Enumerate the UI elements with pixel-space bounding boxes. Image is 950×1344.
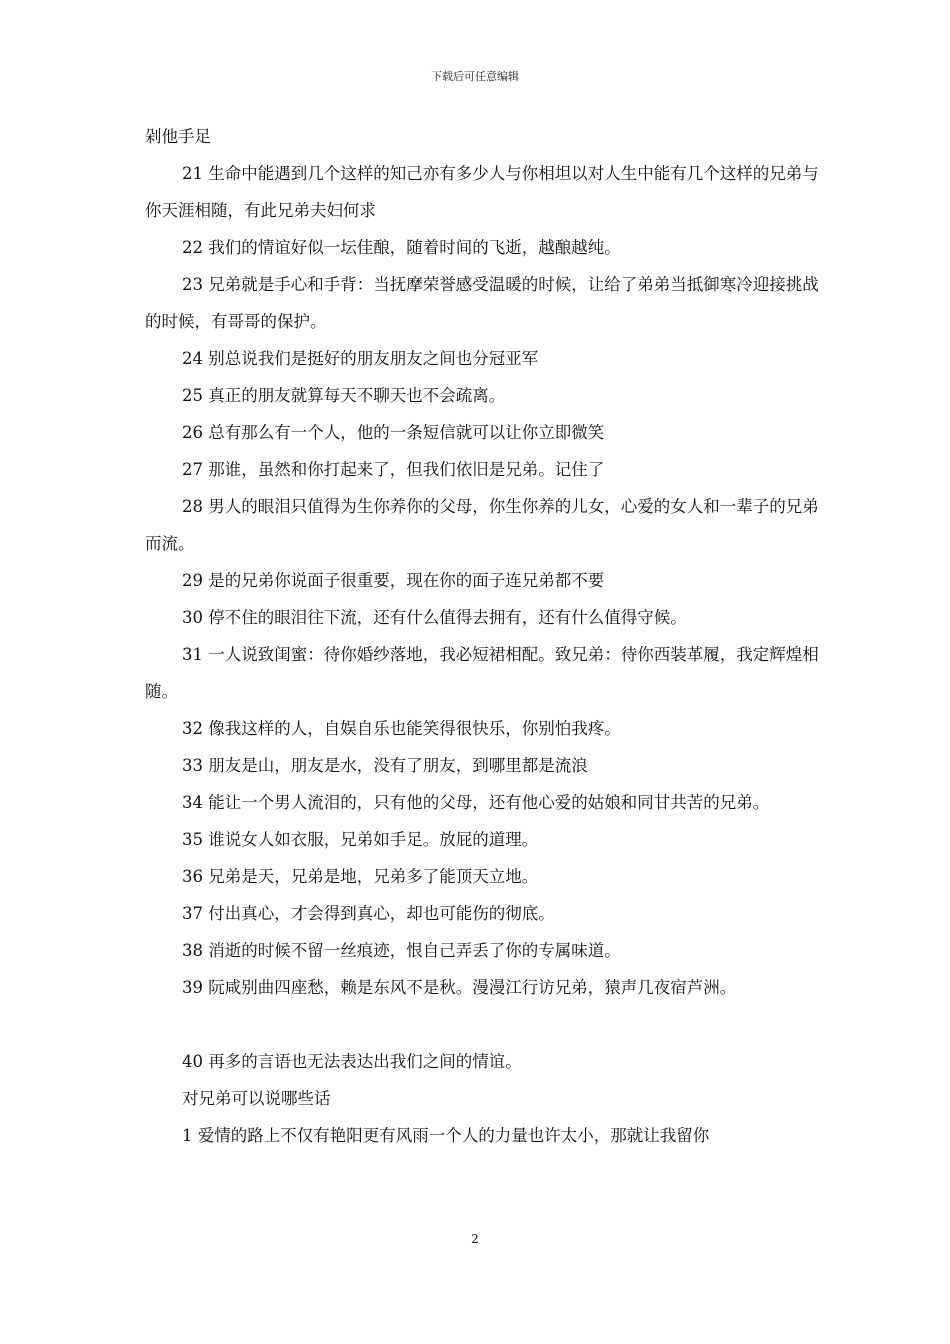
paragraph: 34 能让一个男人流泪的，只有他的父母，还有他心爱的姑娘和同甘共苦的兄弟。	[182, 793, 770, 812]
paragraph: 24 别总说我们是挺好的朋友朋友之间也分冠亚军	[182, 349, 539, 368]
paragraph: 32 像我这样的人，自娱自乐也能笑得很快乐，你别怕我疼。	[182, 719, 621, 738]
blank-line	[145, 1006, 825, 1043]
paragraph: 40 再多的言语也无法表达出我们之间的情谊。	[182, 1052, 522, 1071]
paragraph: 22 我们的情谊好似一坛佳酿，随着时间的飞逝，越酿越纯。	[182, 238, 621, 257]
paragraph: 36 兄弟是天，兄弟是地，兄弟多了能顶天立地。	[182, 867, 539, 886]
paragraph: 25 真正的朋友就算每天不聊天也不会疏离。	[182, 386, 506, 405]
paragraph: 38 消逝的时候不留一丝痕迹，恨自己弄丢了你的专属味道。	[182, 941, 621, 960]
paragraph: 21 生命中能遇到几个这样的知己亦有多少人与你相坦以对人生中能有几个这样的兄弟与你天涯相随，有此兄弟夫妇何求	[145, 164, 819, 220]
paragraph: 剁他手足	[145, 127, 211, 146]
document-body	[145, 118, 825, 1154]
page-header: 下载后可任意编辑	[431, 70, 519, 83]
paragraph: 35 谁说女人如衣服，兄弟如手足。放屁的道理。	[182, 830, 539, 849]
paragraph: 37 付出真心，才会得到真心，却也可能伤的彻底。	[182, 904, 555, 923]
paragraph: 1 爱情的路上不仅有艳阳更有风雨一个人的力量也许太小，那就让我留你	[182, 1126, 710, 1145]
page-number: 2	[471, 1232, 479, 1246]
paragraph: 31 一人说致闺蜜：待你婚纱落地，我必短裙相配。致兄弟：待你西装革履，我定辉煌相随。	[145, 645, 819, 701]
paragraph: 33 朋友是山，朋友是水，没有了朋友，到哪里都是流浪	[182, 756, 588, 775]
paragraph: 对兄弟可以说哪些话	[182, 1089, 331, 1108]
paragraph: 29 是的兄弟你说面子很重要，现在你的面子连兄弟都不要	[182, 571, 605, 590]
paragraph: 26 总有那么有一个人，他的一条短信就可以让你立即微笑	[182, 423, 605, 442]
paragraph: 39 阮咸别曲四座愁，赖是东风不是秋。漫漫江行访兄弟，猿声几夜宿芦洲。	[182, 978, 737, 997]
paragraph: 30 停不住的眼泪往下流，还有什么值得去拥有，还有什么值得守候。	[182, 608, 687, 627]
paragraph: 27 那谁，虽然和你打起来了，但我们依旧是兄弟。记住了	[182, 460, 605, 479]
paragraph: 28 男人的眼泪只值得为生你养你的父母，你生你养的儿女，心爱的女人和一辈子的兄弟而流。	[145, 497, 819, 553]
paragraph: 23 兄弟就是手心和手背：当抚摩荣誉感受温暖的时候，让给了弟弟当抵御寒冷迎接挑战的时候，有哥哥的保护。	[145, 275, 819, 331]
